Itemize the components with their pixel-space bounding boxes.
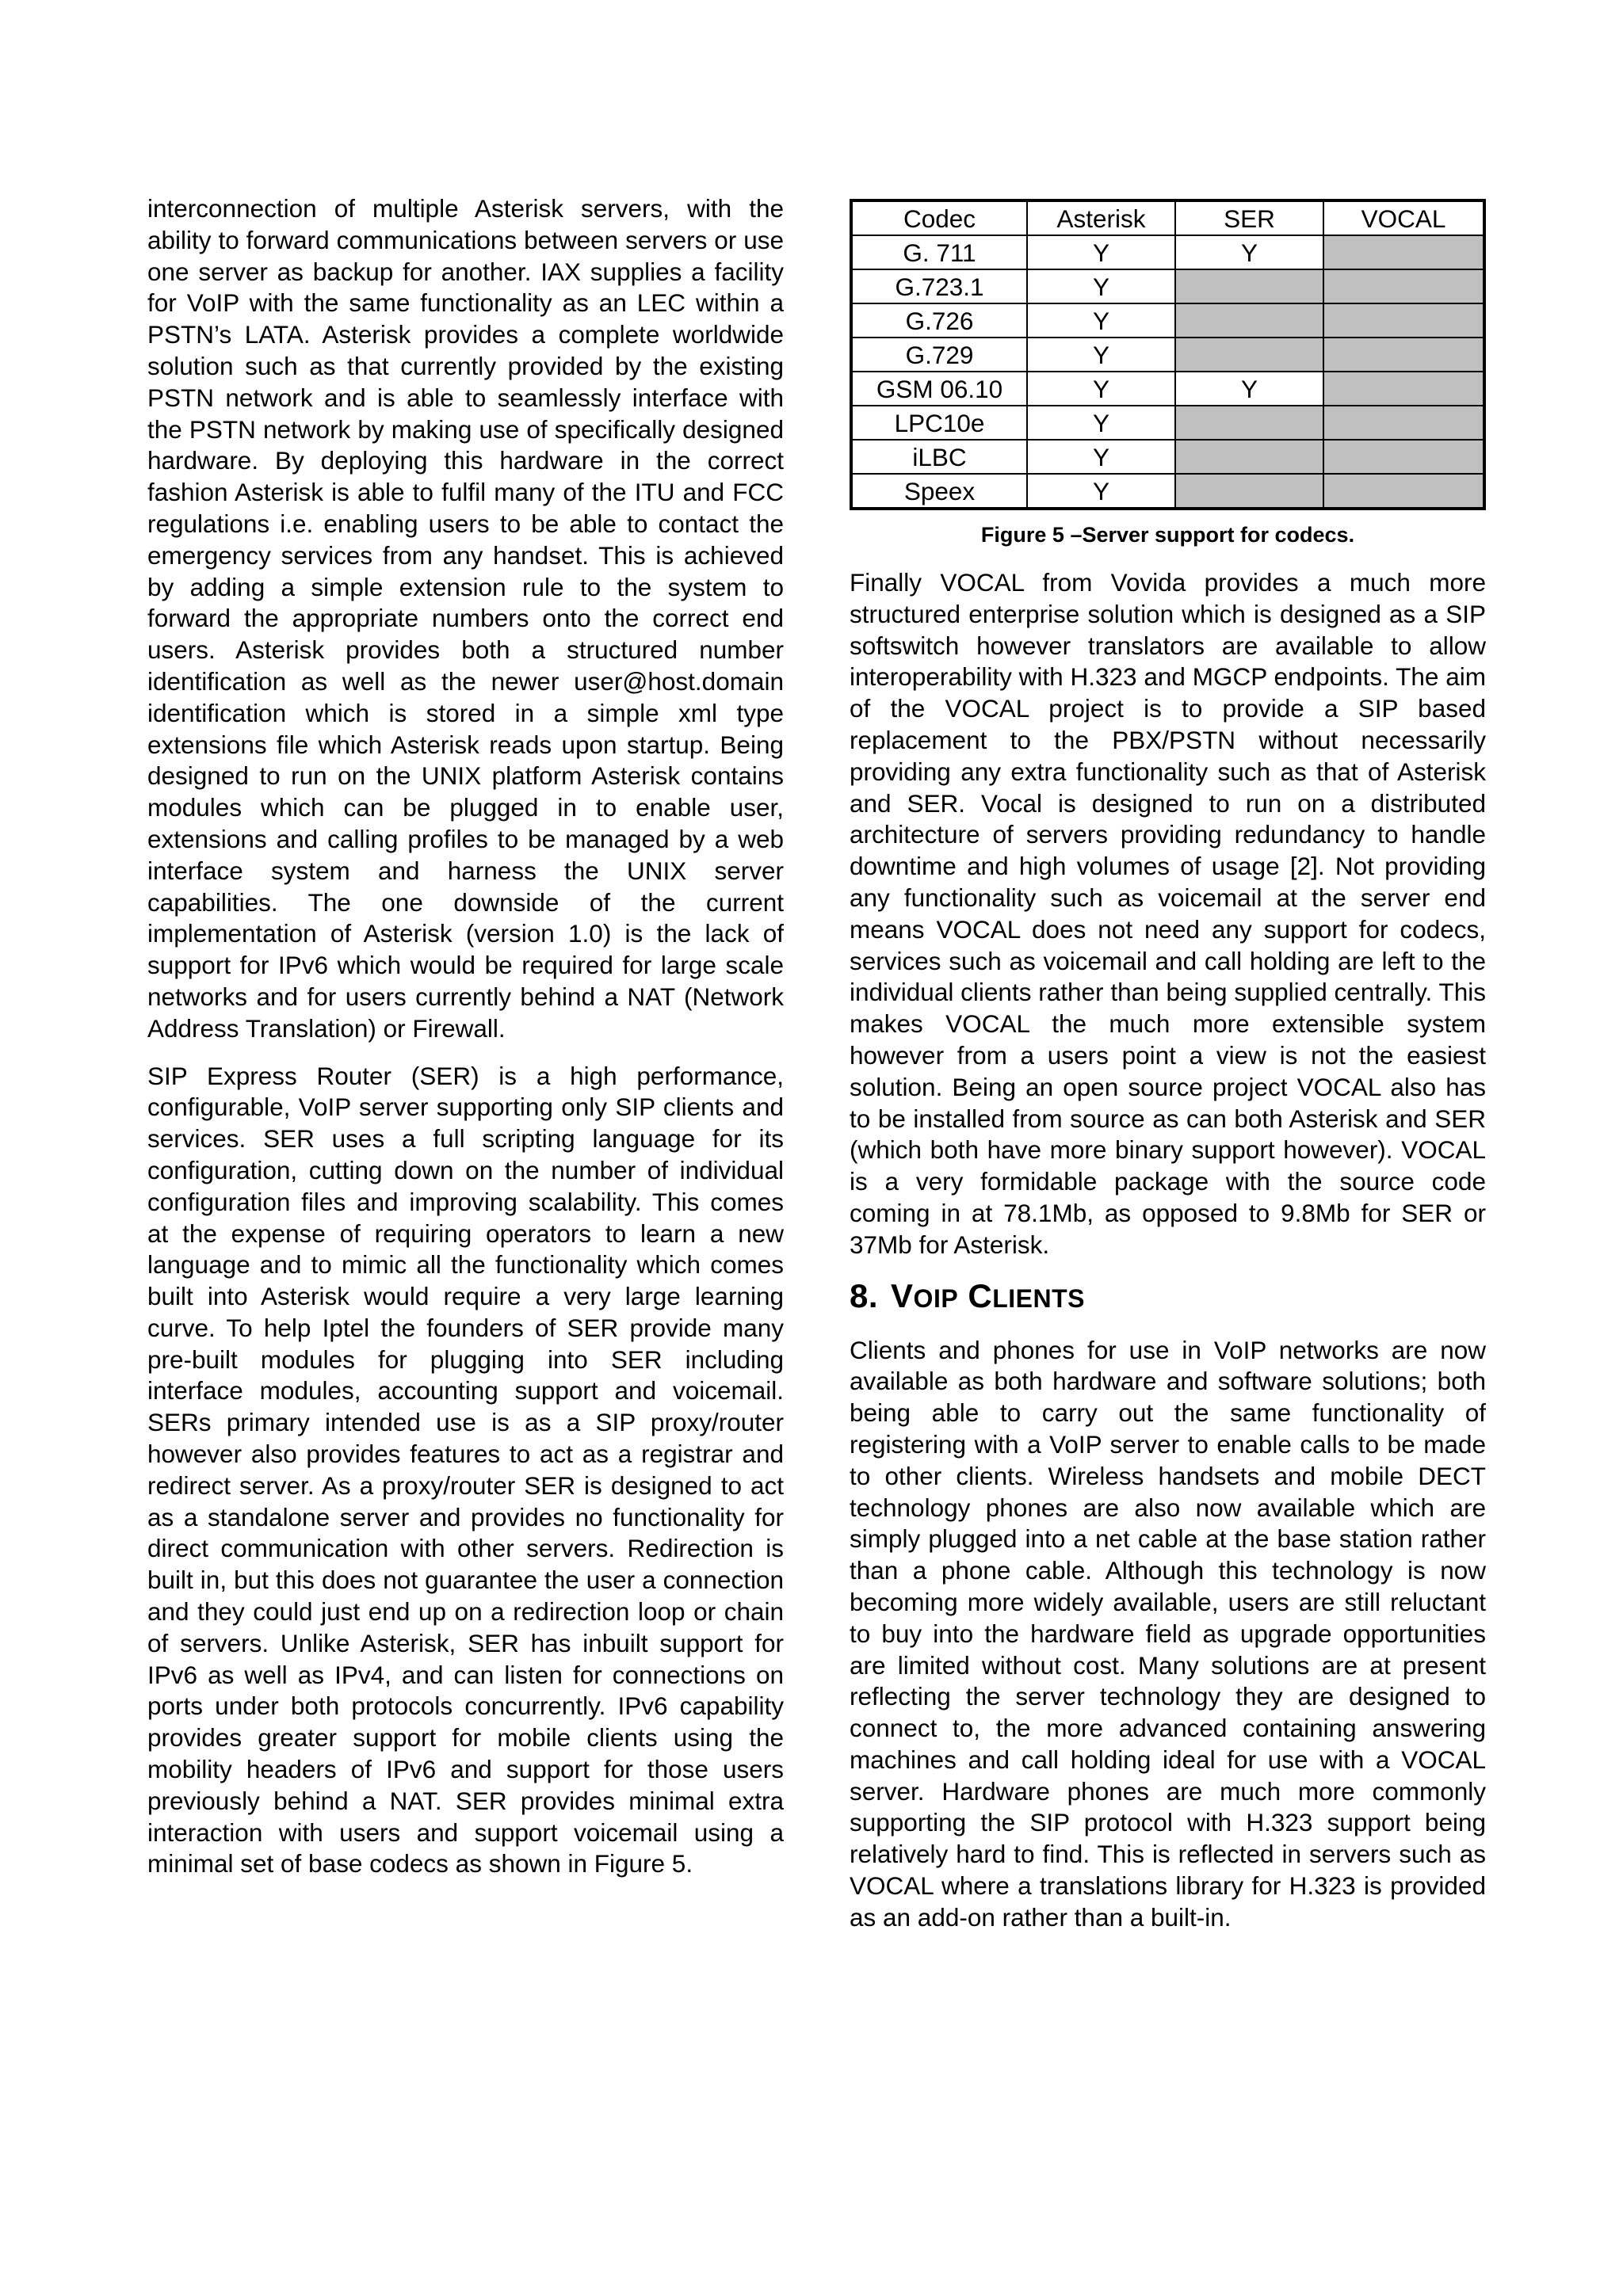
header-ser: SER <box>1175 200 1323 235</box>
table-row <box>851 372 1484 406</box>
header-asterisk: Asterisk <box>1027 200 1175 235</box>
vocal-support-cell <box>1323 372 1484 406</box>
asterisk-support-cell: Y <box>1027 406 1175 440</box>
section-heading-voip-clients <box>850 1277 1486 1318</box>
clients-paragraph: Clients and phones for use in VoIP networks are now available as both hardware and software solutions; both being able to carry out the same functionality of registering with a VoIP server to enable calls to be made to other clients. Wireless handsets and mobile DECT technology phones are also now available which are simply plugged into a net cable at the base station rather than a phone cable. Although this technology is now becoming more widely available, users are still reluctant to buy into the hardware field as upgrade opportunities are limited without cost. Many solutions are at present reflecting the server technology they are designed to connect to, the more advanced containing answering machines and call holding ideal for use with a VOCAL server. Hardware phones are much more commonly supporting the SIP protocol with H.323 support being relatively hard to find. This is reflected in servers such as VOCAL where a translations library for H.323 is provided as an add-on rather than a built-in. <box>850 1335 1486 1932</box>
section-title-part: LIENTS <box>992 1283 1085 1313</box>
section-number: 8. <box>850 1276 879 1314</box>
vocal-support-cell <box>1323 474 1484 509</box>
table-row <box>851 440 1484 474</box>
asterisk-support-cell: Y <box>1027 474 1175 509</box>
ser-support-cell <box>1175 269 1323 303</box>
ser-support-cell <box>1175 406 1323 440</box>
asterisk-support-cell: Y <box>1027 338 1175 372</box>
vocal-support-cell <box>1323 303 1484 338</box>
codec-name-cell: LPC10e <box>851 406 1027 440</box>
ser-support-cell <box>1175 338 1323 372</box>
ser-support-cell: Y <box>1175 235 1323 269</box>
table-row <box>851 269 1484 303</box>
codec-name-cell: Speex <box>851 474 1027 509</box>
asterisk-paragraph: interconnection of multiple Asterisk servers, with the ability to forward communications between servers or use one server as backup for another. IAX supplies a facility for VoIP with the same functionality as an LEC within a PSTN’s LATA. Asterisk provides a complete worldwide solution such as that currently provided by the existing PSTN network and is able to seamlessly interface with the PSTN network by making use of specifically designed hardware. By deploying this hardware in the correct fashion Asterisk is able to fulfil many of the ITU and FCC regulations i.e. enabling users to be able to contact the emergency services from any handset. This is achieved by adding a simple extension rule to the system to forward the appropriate numbers onto the correct end users. Asterisk provides both a structured number identification as well as the newer user@host.domain identification which is stored in a simple xml type extensions file which Asterisk reads upon startup. Being designed to run on the UNIX platform Asterisk contains modules which can be plugged in to enable user, extensions and calling profiles to be managed by a web interface system and harness the UNIX server capabilities. The one downside of the current implementation of Asterisk (version 1.0) is the lack of support for IPv6 which would be required for large scale networks and for users currently behind a NAT (Network Address Translation) or Firewall. <box>147 194 784 1043</box>
vocal-support-cell <box>1323 269 1484 303</box>
codec-support-table <box>850 199 1486 510</box>
section-title-part: OIP <box>913 1283 959 1313</box>
ser-paragraph: SIP Express Router (SER) is a high performance, configurable, VoIP server supporting only SIP clients and services. SER uses a full scripting language for its configuration, cutting down on the number of individual configuration files and improving scalability. This comes at the expense of requiring operators to learn a new language and to mimic all the functionality which comes built into Asterisk would require a very large learning curve. To help Iptel the founders of SER provide many pre-built modules for plugging into SER including interface modules, accounting support and voicemail. SERs primary intended use is as a SIP proxy/router however also provides features to act as a registrar and redirect server. As a proxy/router SER is designed to act as a standalone server and provides no functionality for direct communication with other servers. Redirection is built in, but this does not guarantee the user a connection and they could just end up on a redirection loop or chain of servers. Unlike Asterisk, SER has inbuilt support for IPv6 as well as IPv4, and can listen for connections on ports under both protocols concurrently. IPv6 capability provides greater support for mobile clients using the mobility headers of IPv6 and support for those users previously behind a NAT. SER provides minimal extra interaction with users and support voicemail using a minimal set of base codecs as shown in Figure 5. <box>147 1061 784 1878</box>
right-column <box>850 193 1486 1950</box>
figure-caption: Figure 5 –Server support for codecs. <box>980 523 1355 547</box>
table-row <box>851 338 1484 372</box>
table-row <box>851 406 1484 440</box>
section-title-part: V <box>891 1276 914 1314</box>
codec-name-cell: G.729 <box>851 338 1027 372</box>
codec-name-cell: GSM 06.10 <box>851 372 1027 406</box>
ser-support-cell: Y <box>1175 372 1323 406</box>
vocal-support-cell <box>1323 440 1484 474</box>
vocal-paragraph: Finally VOCAL from Vovida provides a much more structured enterprise solution which is designed as a SIP softswitch however translators are available to allow interoperability with H.323 and MGCP endpoints. The aim of the VOCAL project is to provide a SIP based replacement to the PBX/PSTN without necessarily providing any extra functionality such as that of Asterisk and SER. Vocal is designed to run on a distributed architecture of servers providing redundancy to handle downtime and high volumes of usage [2]. Not providing any functionality such as voicemail at the server end means VOCAL does not need any support for codecs, services such as voicemail and call holding are left to the individual clients rather than being supplied centrally. This makes VOCAL the much more extensible system however from a users point a view is not the easiest solution. Being an open source project VOCAL also has to be installed from source as can both Asterisk and SER (which both have more binary support however). VOCAL is a very formidable package with the source code coming in at 78.1Mb, as opposed to 9.8Mb for SER or 37Mb for Asterisk. <box>850 568 1486 1259</box>
asterisk-support-cell: Y <box>1027 440 1175 474</box>
codec-name-cell: G.723.1 <box>851 269 1027 303</box>
asterisk-support-cell: Y <box>1027 269 1175 303</box>
codec-name-cell: iLBC <box>851 440 1027 474</box>
table-header-row <box>851 200 1484 235</box>
asterisk-support-cell: Y <box>1027 303 1175 338</box>
codec-name-cell: G.726 <box>851 303 1027 338</box>
asterisk-support-cell: Y <box>1027 372 1175 406</box>
vocal-support-cell <box>1323 235 1484 269</box>
vocal-support-cell <box>1323 406 1484 440</box>
vocal-support-cell <box>1323 338 1484 372</box>
header-vocal: VOCAL <box>1323 200 1484 235</box>
table-row <box>851 474 1484 509</box>
table-row <box>851 303 1484 338</box>
left-column <box>147 193 784 1896</box>
table-row <box>851 235 1484 269</box>
ser-support-cell <box>1175 303 1323 338</box>
section-title-part: C <box>968 1276 993 1314</box>
ser-support-cell <box>1175 440 1323 474</box>
header-codec: Codec <box>851 200 1027 235</box>
codec-name-cell: G. 711 <box>851 235 1027 269</box>
ser-support-cell <box>1175 474 1323 509</box>
asterisk-support-cell: Y <box>1027 235 1175 269</box>
